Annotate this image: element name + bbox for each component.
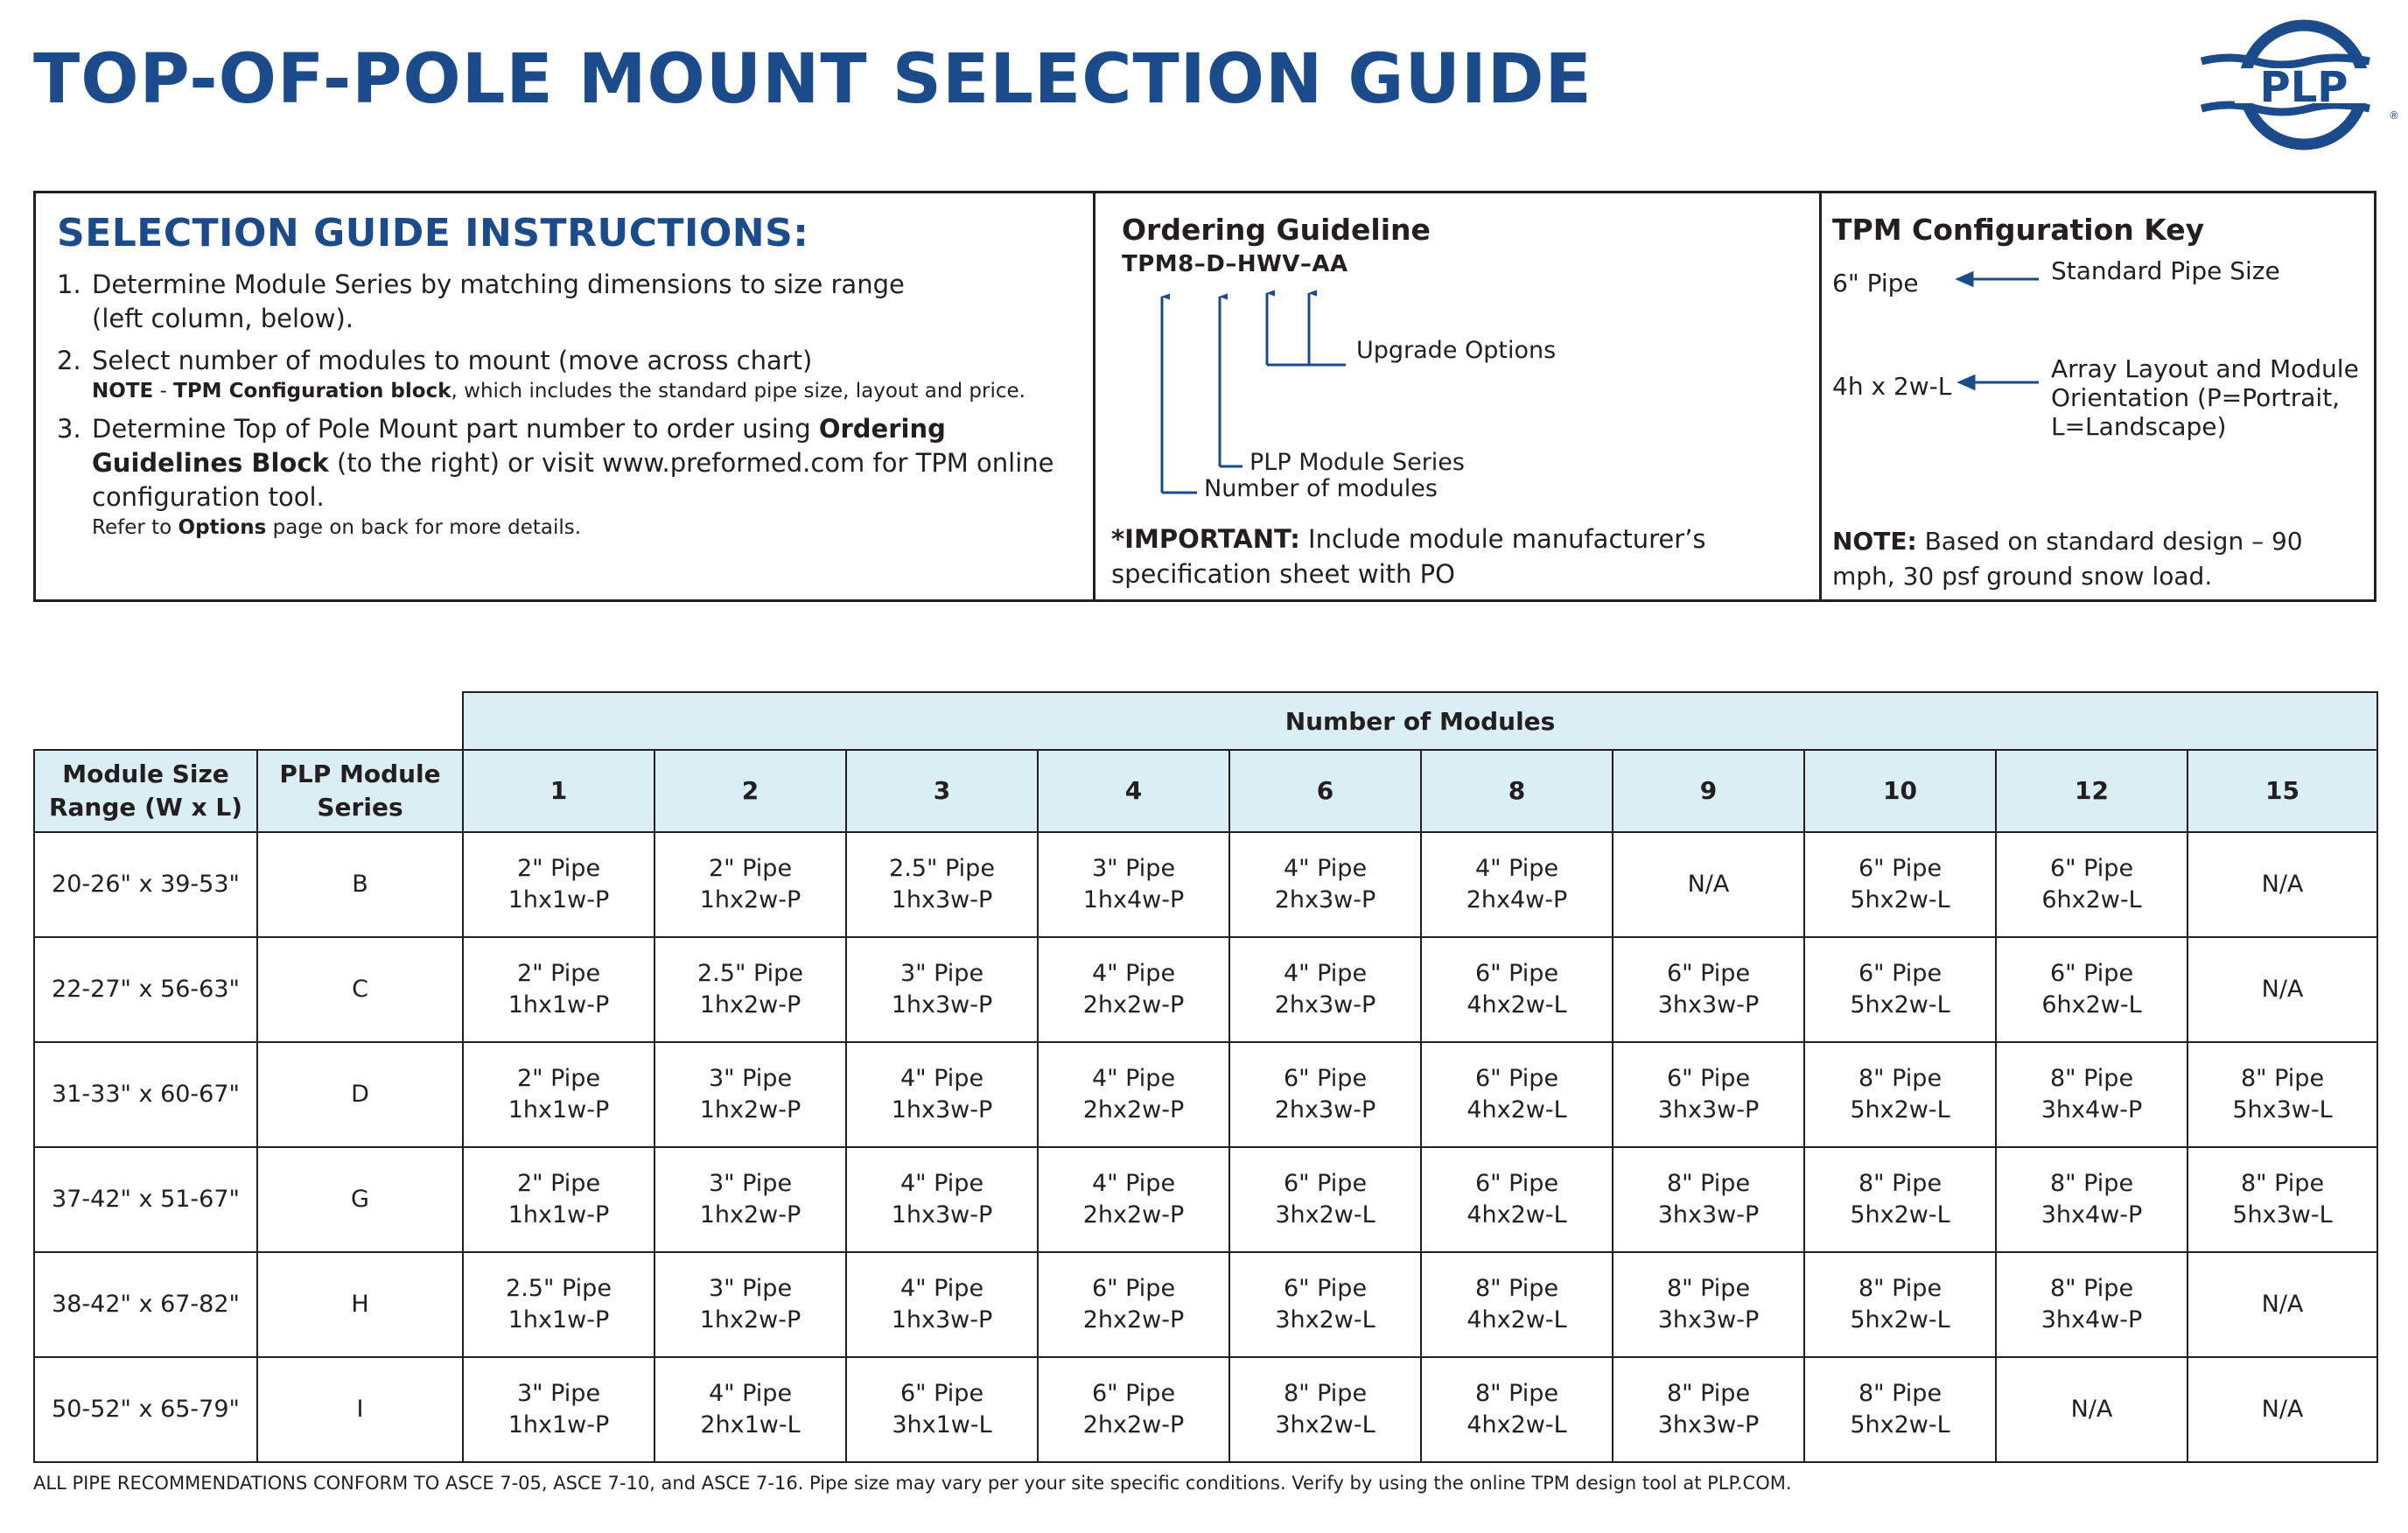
ordering-guideline (1096, 193, 1822, 599)
configuration-cell (463, 1042, 654, 1147)
pipe-size: N/A (1687, 871, 1730, 898)
pipe-size: 6" Pipe (1858, 960, 1942, 987)
label-module-series: PLP Module Series (1250, 449, 1465, 476)
module-count-header: 2 (654, 750, 846, 832)
array-layout: 4hx2w-L (1466, 1306, 1567, 1334)
module-count-header: 12 (1996, 750, 2188, 832)
array-layout: 1hx4w-P (1082, 886, 1185, 914)
configuration-cell (1996, 1357, 2188, 1462)
array-layout: 4hx2w-L (1466, 991, 1567, 1018)
configuration-cell (1996, 1042, 2188, 1147)
configuration-cell (1804, 1252, 1996, 1357)
pipe-size: 4" Pipe (900, 1275, 984, 1302)
instruction-step-3 (57, 412, 1093, 541)
configuration-cell (846, 1042, 1038, 1147)
array-layout: 5hx3w-L (2232, 1201, 2333, 1228)
pipe-size: 6" Pipe (1091, 1275, 1176, 1302)
chart-body (34, 832, 2377, 1462)
configuration-cell (654, 1252, 846, 1357)
array-layout: 4hx2w-L (1466, 1201, 1567, 1228)
configuration-cell (654, 937, 846, 1042)
example-pipe: 6" Pipe (1832, 269, 1919, 298)
array-layout: 2hx1w-L (700, 1411, 801, 1438)
configuration-cell (1421, 1357, 1613, 1462)
configuration-cell (846, 1357, 1038, 1462)
pipe-size: 8" Pipe (1858, 1065, 1942, 1092)
table-row (34, 1357, 2377, 1462)
configuration-cell (1804, 937, 1996, 1042)
module-count-header: 10 (1804, 750, 1996, 832)
configuration-cell (1229, 937, 1421, 1042)
step-3-text: Determine Top of Pole Mount part number to order using Ordering Guidelines Block (to the right) or visit www.preformed.com for TPM online configuration tool. (92, 414, 1054, 512)
pipe-size: 6" Pipe (1283, 1170, 1368, 1197)
module-count-header: 1 (463, 750, 654, 832)
array-layout: 1hx1w-P (508, 991, 610, 1018)
configuration-cell (1038, 937, 1229, 1042)
array-layout: 3hx3w-P (1657, 1306, 1760, 1334)
array-layout: 1hx3w-P (891, 991, 993, 1018)
pipe-size: N/A (2070, 1396, 2113, 1423)
desc-pipe: Standard Pipe Size (2051, 256, 2280, 285)
module-series-header: PLP Module Series (257, 750, 463, 832)
array-layout: 2hx2w-P (1082, 1201, 1185, 1228)
array-layout: 5hx2w-L (1850, 1201, 1950, 1228)
pipe-size: 6" Pipe (2049, 960, 2134, 987)
pipe-size: 2.5" Pipe (697, 960, 803, 987)
array-layout: 3hx3w-P (1657, 991, 1760, 1018)
module-count-header: 9 (1613, 750, 1804, 832)
configuration-cell (846, 1147, 1038, 1252)
array-layout: 2hx4w-P (1466, 886, 1568, 914)
array-layout: 1hx2w-P (699, 1306, 802, 1334)
configuration-cell (654, 1042, 846, 1147)
pipe-size: 6" Pipe (1666, 960, 1751, 987)
array-layout: 1hx1w-P (508, 1411, 610, 1438)
configuration-cell (1996, 937, 2188, 1042)
label-number-of-modules: Number of modules (1204, 475, 1438, 502)
instruction-step-1 (57, 268, 1093, 336)
configuration-cell (1038, 1252, 1229, 1357)
module-series-cell: B (257, 832, 463, 937)
module-count-header: 8 (1421, 750, 1613, 832)
array-layout: 3hx4w-P (2040, 1306, 2143, 1334)
array-layout: 2hx3w-P (1274, 1096, 1376, 1124)
instructions-title: SELECTION GUIDE INSTRUCTIONS: (57, 211, 809, 256)
size-range-cell: 22-27" x 56-63" (34, 937, 257, 1042)
array-layout: 2hx3w-P (1274, 991, 1376, 1018)
pipe-size: 8" Pipe (1666, 1380, 1751, 1407)
configuration-cell (1613, 832, 1804, 937)
pipe-size: 3" Pipe (1091, 855, 1176, 882)
footer-note: ALL PIPE RECOMMENDATIONS CONFORM TO ASCE 7-05, ASCE 7-10, and ASCE 7-16. Pipe size may vary per your site specific conditions. Verify by using the online TPM design tool at PLP.COM. (33, 1473, 1792, 1494)
pipe-size: 3" Pipe (516, 1380, 601, 1407)
array-layout: 1hx3w-P (891, 1096, 993, 1124)
pipe-size: 8" Pipe (2049, 1275, 2134, 1302)
array-layout: 4hx2w-L (1466, 1411, 1567, 1438)
pipe-size: 8" Pipe (1858, 1275, 1942, 1302)
configuration-cell (2188, 1252, 2377, 1357)
step-number: 2. (57, 346, 81, 375)
configuration-cell (1038, 1147, 1229, 1252)
pipe-size: 6" Pipe (1474, 960, 1559, 987)
number-of-modules-header: Number of Modules (463, 692, 2377, 750)
pipe-size: 6" Pipe (1666, 1065, 1751, 1092)
pipe-size: N/A (2261, 1396, 2304, 1423)
configuration-cell (1613, 937, 1804, 1042)
array-layout: 6hx2w-L (2041, 991, 2142, 1018)
pipe-size: 2.5" Pipe (506, 1275, 612, 1302)
array-layout: 3hx1w-L (892, 1411, 992, 1438)
pipe-size: 4" Pipe (1283, 855, 1368, 882)
array-layout: 1hx1w-P (508, 1306, 610, 1334)
configuration-cell (2188, 832, 2377, 937)
plp-logo (2194, 10, 2399, 159)
array-layout: 1hx2w-P (699, 1201, 802, 1228)
array-layout: 2hx2w-P (1082, 991, 1185, 1018)
configuration-cell (1229, 832, 1421, 937)
configuration-cell (654, 1357, 846, 1462)
configuration-cell (1613, 1357, 1804, 1462)
array-layout: 5hx3w-L (2232, 1096, 2333, 1124)
pipe-size: 4" Pipe (900, 1170, 984, 1197)
pipe-size: 8" Pipe (2240, 1065, 2325, 1092)
svg-text:PLP: PLP (2259, 63, 2348, 112)
configuration-cell (1996, 1147, 2188, 1252)
pipe-size: 3" Pipe (708, 1275, 793, 1302)
array-layout: 5hx2w-L (1850, 1096, 1950, 1124)
module-series-cell: H (257, 1252, 463, 1357)
example-layout: 4h x 2w-L (1832, 372, 1952, 401)
array-layout: 5hx2w-L (1850, 991, 1950, 1018)
array-layout: 2hx2w-P (1082, 1411, 1185, 1438)
configuration-cell (463, 832, 654, 937)
pipe-size: 8" Pipe (2240, 1170, 2325, 1197)
configuration-cell (463, 1357, 654, 1462)
module-size-range-header: Module Size Range (W x L) (34, 750, 257, 832)
size-range-cell: 37-42" x 51-67" (34, 1147, 257, 1252)
array-layout: 1hx2w-P (699, 1096, 802, 1124)
step-number: 3. (57, 414, 81, 444)
configuration-cell (1804, 1042, 1996, 1147)
pipe-size: 2" Pipe (708, 855, 793, 882)
configuration-cell (1613, 1252, 1804, 1357)
size-range-cell: 31-33" x 60-67" (34, 1042, 257, 1147)
table-row (34, 937, 2377, 1042)
pipe-size: 3" Pipe (900, 960, 984, 987)
array-layout: 5hx2w-L (1850, 1306, 1950, 1334)
pipe-size: 8" Pipe (1858, 1170, 1942, 1197)
pipe-size: 4" Pipe (1091, 1170, 1176, 1197)
instruction-panel (33, 191, 2376, 602)
array-layout: 3hx4w-P (2040, 1201, 2143, 1228)
array-layout: 3hx3w-P (1657, 1411, 1760, 1438)
configuration-key (1822, 193, 2374, 599)
configuration-cell (1421, 1147, 1613, 1252)
configuration-cell (846, 937, 1038, 1042)
selection-chart (33, 691, 2378, 1463)
size-range-cell: 20-26" x 39-53" (34, 832, 257, 937)
important-note: *IMPORTANT: Include module manufacturer’s specification sheet with PO (1111, 524, 1706, 589)
configuration-cell (1421, 1042, 1613, 1147)
configuration-cell (654, 832, 846, 937)
arrow-upgrade (1267, 333, 1346, 365)
pipe-size: 4" Pipe (1091, 960, 1176, 987)
configuration-cell (1613, 1147, 1804, 1252)
page-title: TOP-OF-POLE MOUNT SELECTION GUIDE (33, 40, 1592, 119)
pipe-size: 6" Pipe (1283, 1275, 1368, 1302)
configuration-cell (463, 1147, 654, 1252)
configuration-cell (1421, 1252, 1613, 1357)
pipe-size: N/A (2261, 871, 2304, 898)
configuration-cell (1613, 1042, 1804, 1147)
ordering-title: Ordering Guideline (1122, 213, 1431, 247)
configuration-cell (1804, 1147, 1996, 1252)
step-3-note: Refer to Options page on back for more details. (92, 516, 582, 539)
pipe-size: 4" Pipe (1091, 1065, 1176, 1092)
configuration-cell (1229, 1147, 1421, 1252)
configuration-cell (1996, 1252, 2188, 1357)
ordering-code: TPM8–D–HWV–AA (1122, 251, 1348, 277)
configuration-cell (463, 937, 654, 1042)
step-2-note: NOTE - TPM Configuration block, which includes the standard pipe size, layout and price. (92, 380, 1026, 402)
configuration-cell (2188, 937, 2377, 1042)
instruction-step-2 (57, 344, 1093, 404)
array-layout: 3hx2w-L (1275, 1306, 1376, 1334)
array-layout: 1hx2w-P (699, 991, 802, 1018)
array-layout: 1hx3w-P (891, 1306, 993, 1334)
configuration-cell (846, 832, 1038, 937)
desc-layout: Array Layout and Module Orientation (P=Portrait, L=Landscape) (2051, 354, 2359, 441)
size-range-cell: 50-52" x 65-79" (34, 1357, 257, 1462)
config-key-title: TPM Configuration Key (1832, 213, 2205, 247)
pipe-size: 8" Pipe (1474, 1380, 1559, 1407)
configuration-cell (1421, 937, 1613, 1042)
step-1-line-1: Determine Module Series by matching dimensions to size range (92, 270, 905, 299)
pipe-size: 2" Pipe (516, 1170, 601, 1197)
pipe-size: 4" Pipe (900, 1065, 984, 1092)
array-layout: 4hx2w-L (1466, 1096, 1567, 1124)
array-layout: 2hx2w-P (1082, 1096, 1185, 1124)
pipe-size: N/A (2261, 976, 2304, 1003)
pipe-size: 4" Pipe (708, 1380, 793, 1407)
design-note: NOTE: Based on standard design – 90 mph, 30 psf ground snow load. (1832, 527, 2303, 591)
configuration-cell (846, 1252, 1038, 1357)
array-layout: 1hx1w-P (508, 886, 610, 914)
module-count-header: 6 (1229, 750, 1421, 832)
pipe-size: 6" Pipe (1474, 1170, 1559, 1197)
array-layout: 3hx3w-P (1657, 1096, 1760, 1124)
pipe-size: 6" Pipe (2049, 855, 2134, 882)
module-series-cell: D (257, 1042, 463, 1147)
array-layout: 1hx2w-P (699, 886, 802, 914)
array-layout: 3hx2w-L (1275, 1201, 1376, 1228)
label-upgrade-options: Upgrade Options (1356, 337, 1557, 364)
array-layout: 1hx1w-P (508, 1201, 610, 1228)
array-layout: 2hx2w-P (1082, 1306, 1185, 1334)
configuration-cell (2188, 1147, 2377, 1252)
array-layout: 3hx3w-P (1657, 1201, 1760, 1228)
pipe-size: 4" Pipe (1283, 960, 1368, 987)
configuration-cell (1804, 832, 1996, 937)
configuration-cell (1996, 832, 2188, 937)
module-series-cell: C (257, 937, 463, 1042)
table-row (34, 1252, 2377, 1357)
array-layout: 2hx3w-P (1274, 886, 1376, 914)
configuration-cell (463, 1252, 654, 1357)
configuration-cell (1038, 1042, 1229, 1147)
pipe-size: 3" Pipe (708, 1065, 793, 1092)
configuration-cell (1421, 832, 1613, 937)
configuration-cell (1804, 1357, 1996, 1462)
array-layout: 1hx3w-P (891, 1201, 993, 1228)
table-row (34, 1042, 2377, 1147)
configuration-cell (1229, 1357, 1421, 1462)
module-series-cell: I (257, 1357, 463, 1462)
array-layout: 5hx2w-L (1850, 1411, 1950, 1438)
table-row (34, 832, 2377, 937)
array-layout: 6hx2w-L (2041, 886, 2142, 914)
step-2-text: Select number of modules to mount (move across chart) (92, 346, 813, 375)
pipe-size: N/A (2261, 1291, 2304, 1318)
pipe-size: 6" Pipe (1474, 1065, 1559, 1092)
pipe-size: 2" Pipe (516, 960, 601, 987)
pipe-size: 8" Pipe (1283, 1380, 1368, 1407)
array-layout: 1hx3w-P (891, 886, 993, 914)
module-count-header: 4 (1038, 750, 1229, 832)
configuration-cell (1229, 1042, 1421, 1147)
table-row (34, 1147, 2377, 1252)
size-range-cell: 38-42" x 67-82" (34, 1252, 257, 1357)
pipe-size: 2" Pipe (516, 1065, 601, 1092)
pipe-size: 2.5" Pipe (889, 855, 995, 882)
pipe-size: 8" Pipe (1858, 1380, 1942, 1407)
step-number: 1. (57, 270, 81, 299)
array-layout: 3hx2w-L (1275, 1411, 1376, 1438)
configuration-cell (1038, 1357, 1229, 1462)
array-layout: 3hx4w-P (2040, 1096, 2143, 1124)
array-layout: 5hx2w-L (1850, 886, 1950, 914)
pipe-size: 8" Pipe (2049, 1065, 2134, 1092)
pipe-size: 8" Pipe (1666, 1170, 1751, 1197)
pipe-size: 8" Pipe (1474, 1275, 1559, 1302)
module-count-header: 15 (2188, 750, 2377, 832)
svg-text:®: ® (2389, 109, 2399, 122)
pipe-size: 6" Pipe (1091, 1380, 1176, 1407)
module-count-header: 3 (846, 750, 1038, 832)
configuration-cell (654, 1147, 846, 1252)
pipe-size: 8" Pipe (2049, 1170, 2134, 1197)
pipe-size: 6" Pipe (1283, 1065, 1368, 1092)
configuration-cell (2188, 1357, 2377, 1462)
pipe-size: 3" Pipe (708, 1170, 793, 1197)
pipe-size: 6" Pipe (1858, 855, 1942, 882)
configuration-cell (1038, 832, 1229, 937)
pipe-size: 8" Pipe (1666, 1275, 1751, 1302)
step-1-line-2: (left column, below). (92, 304, 354, 333)
pipe-size: 6" Pipe (900, 1380, 984, 1407)
pipe-size: 4" Pipe (1474, 855, 1559, 882)
module-series-cell: G (257, 1147, 463, 1252)
configuration-cell (1229, 1252, 1421, 1357)
configuration-cell (2188, 1042, 2377, 1147)
pipe-size: 2" Pipe (516, 855, 601, 882)
array-layout: 1hx1w-P (508, 1096, 610, 1124)
selection-instructions (36, 193, 1096, 599)
